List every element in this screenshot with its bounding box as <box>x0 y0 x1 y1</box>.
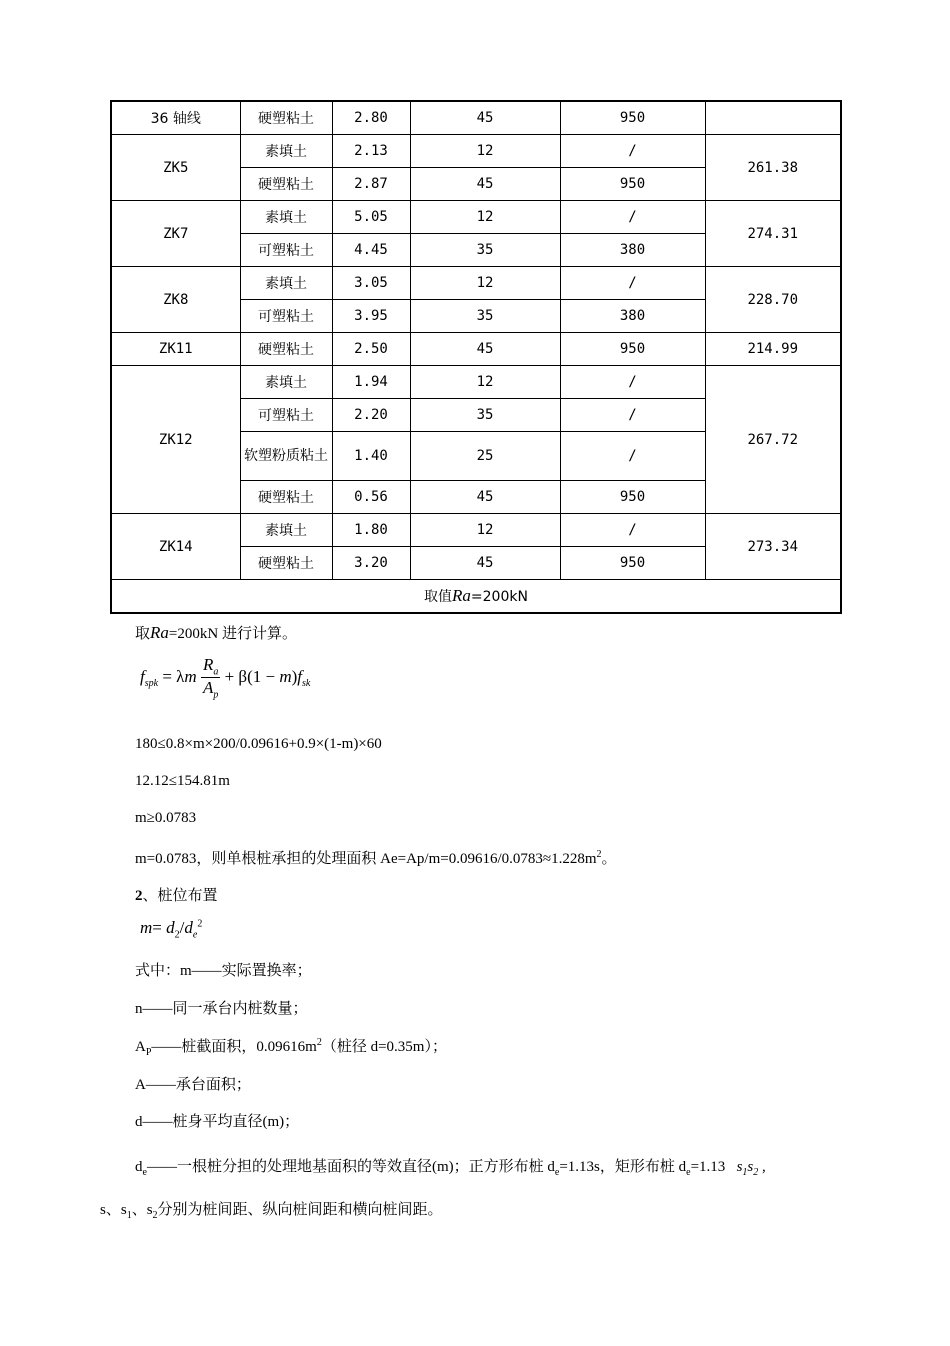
footer-prefix: 取值 <box>424 589 453 605</box>
qs-cell: 45 <box>410 481 560 514</box>
take-prefix: 取 <box>135 626 151 642</box>
qp-cell: 950 <box>560 101 705 135</box>
thickness-cell: 3.95 <box>332 300 410 333</box>
ra-cell: 274.31 <box>705 201 841 267</box>
de-sub-1: e <box>142 1167 147 1178</box>
footer-var: Ra <box>452 586 471 605</box>
ra-cell: 214.99 <box>705 333 841 366</box>
soil-cell: 硬塑粘土 <box>240 168 332 201</box>
qp-cell: / <box>560 399 705 432</box>
def-ap <box>135 1035 447 1058</box>
table-row <box>111 267 841 300</box>
calc4-text: m=0.0783，则单根桩承担的处理面积 Ae=Ap/m=0.09616/0.0783≈1.228m <box>135 851 597 867</box>
def-de: $d_e——$一根桩分担的处理地基面积的等效直径(m)；正方形布桩 $d_e=1.13s$，矩形布桩 $d_e=1.13$ $s_1s_2$ , <box>135 1159 766 1178</box>
qs-cell: 12 <box>410 514 560 547</box>
table-row <box>111 366 841 399</box>
thickness-cell: 2.13 <box>332 135 410 168</box>
soil-cell: 素填土 <box>240 514 332 547</box>
qp-cell: 950 <box>560 481 705 514</box>
soil-cell: 素填土 <box>240 366 332 399</box>
qp-cell: / <box>560 514 705 547</box>
qs-cell: 35 <box>410 234 560 267</box>
thickness-cell: 2.50 <box>332 333 410 366</box>
section-number: 2 <box>135 888 143 904</box>
qs-cell: 12 <box>410 201 560 234</box>
de-text-3: =1.13s，矩形布桩 d <box>559 1159 687 1175</box>
thickness-cell: 2.20 <box>332 399 410 432</box>
qs-cell: 12 <box>410 267 560 300</box>
take-suffix: =200kN 进行计算。 <box>168 626 297 642</box>
thickness-cell: 2.87 <box>332 168 410 201</box>
def-d: d——桩身平均直径(m)； <box>135 1114 300 1130</box>
qs-cell: 12 <box>410 135 560 168</box>
s-text-3: 分别为桩间距、纵向桩间距和横向桩间距。 <box>157 1202 443 1218</box>
qp-cell: / <box>560 267 705 300</box>
s2-sub: 2 <box>152 1210 158 1221</box>
hole-cell: ZK14 <box>111 514 240 580</box>
thickness-cell: 1.80 <box>332 514 410 547</box>
soil-cell: 硬塑粘土 <box>240 101 332 135</box>
qp-cell: 950 <box>560 168 705 201</box>
ra-cell: 261.38 <box>705 135 841 201</box>
qs-cell: 45 <box>410 547 560 580</box>
table-row <box>111 333 841 366</box>
m-formula: $m= d_2/d_e^2$ <box>140 918 203 941</box>
pile-capacity-table <box>110 100 842 614</box>
soil-cell: 素填土 <box>240 267 332 300</box>
qp-cell: / <box>560 432 705 481</box>
hole-cell: 36 轴线 <box>111 101 240 135</box>
soil-cell: 素填土 <box>240 201 332 234</box>
hole-cell: ZK11 <box>111 333 240 366</box>
qp-cell: 950 <box>560 333 705 366</box>
soil-cell: 可塑粘土 <box>240 399 332 432</box>
soil-cell: 可塑粘土 <box>240 300 332 333</box>
s-text-1: s、s <box>100 1202 127 1218</box>
table-footer <box>111 580 841 614</box>
de-sub-2: e <box>554 1167 560 1178</box>
def-ap-b: ——桩截面积，0.09616m <box>151 1039 317 1055</box>
table-row <box>111 135 841 168</box>
def-ap-sup: 2 <box>316 1037 322 1048</box>
fspk-formula: $f_{spk} = \lambda m$ $\frac{R_a}{A_p}$ + $\beta(1 - m)f_{sk}$ <box>140 655 311 701</box>
de-sub-3: e <box>686 1167 691 1178</box>
soil-cell: 硬塑粘土 <box>240 547 332 580</box>
soil-cell: 可塑粘土 <box>240 234 332 267</box>
thickness-cell: 1.40 <box>332 432 410 481</box>
ra-cell: 273.34 <box>705 514 841 580</box>
s1s2-math: $s_1s_2$ <box>736 1159 759 1178</box>
qp-cell: 380 <box>560 234 705 267</box>
table-footer-row <box>111 580 841 614</box>
hole-cell: ZK8 <box>111 267 240 333</box>
ra-cell: 267.72 <box>705 366 841 514</box>
calc4-end: 。 <box>601 851 617 867</box>
s-text-2: 、s <box>131 1202 153 1218</box>
hole-cell: ZK5 <box>111 135 240 201</box>
qs-cell: 25 <box>410 432 560 481</box>
hole-cell: ZK7 <box>111 201 240 267</box>
de-text-4: =1.13 <box>690 1159 726 1175</box>
calc-line-3: m≥0.0783 <box>135 810 197 826</box>
def-n: n——同一承台内桩数量； <box>135 1001 308 1017</box>
qs-cell: 45 <box>410 168 560 201</box>
ra-cell: 228.70 <box>705 267 841 333</box>
thickness-cell: 3.05 <box>332 267 410 300</box>
calc-line-2: 12.12≤154.81m <box>135 773 230 789</box>
def-m: 式中：m——实际置换率； <box>135 963 312 979</box>
soil-cell: 软塑粉质粘土 <box>240 432 332 481</box>
qp-cell: 950 <box>560 547 705 580</box>
def-ap-sub: P <box>145 1047 152 1058</box>
qp-cell: / <box>560 366 705 399</box>
section-heading <box>135 884 218 905</box>
qs-cell: 45 <box>410 101 560 135</box>
qs-cell: 45 <box>410 333 560 366</box>
de-d: d <box>135 1159 143 1175</box>
calc-line-1: 180≤0.8×m×200/0.09616+0.9×(1-m)×60 <box>135 736 382 752</box>
calc4-sup: 2 <box>596 849 602 860</box>
de-text-2: ——一根桩分担的处理地基面积的等效直径(m)；正方形布桩 d <box>146 1159 555 1175</box>
def-ap-a: A <box>135 1039 146 1055</box>
qs-cell: 35 <box>410 300 560 333</box>
hole-cell: ZK12 <box>111 366 240 514</box>
qp-cell: / <box>560 201 705 234</box>
calc-line-4 <box>135 847 617 868</box>
soil-cell: 素填土 <box>240 135 332 168</box>
qp-cell: / <box>560 135 705 168</box>
thickness-cell: 4.45 <box>332 234 410 267</box>
take-var: Ra <box>150 623 169 642</box>
footer-value: =200kN <box>470 589 528 605</box>
def-A: A——承台面积； <box>135 1077 251 1093</box>
def-ap-c: （桩径 d=0.35m）； <box>321 1039 447 1055</box>
qs-cell: 12 <box>410 366 560 399</box>
thickness-cell: 2.80 <box>332 101 410 135</box>
table-row <box>111 514 841 547</box>
table-row <box>111 101 841 135</box>
soil-cell: 硬塑粘土 <box>240 333 332 366</box>
thickness-cell: 5.05 <box>332 201 410 234</box>
thickness-cell: 1.94 <box>332 366 410 399</box>
table-row <box>111 201 841 234</box>
ra-cell <box>705 101 841 135</box>
qp-cell: 380 <box>560 300 705 333</box>
thickness-cell: 3.20 <box>332 547 410 580</box>
def-s <box>100 1198 443 1221</box>
take-ra-line <box>135 622 297 643</box>
section-title: 、桩位布置 <box>142 888 218 904</box>
qs-cell: 35 <box>410 399 560 432</box>
soil-cell: 硬塑粘土 <box>240 481 332 514</box>
s1-sub: 1 <box>126 1210 132 1221</box>
thickness-cell: 0.56 <box>332 481 410 514</box>
